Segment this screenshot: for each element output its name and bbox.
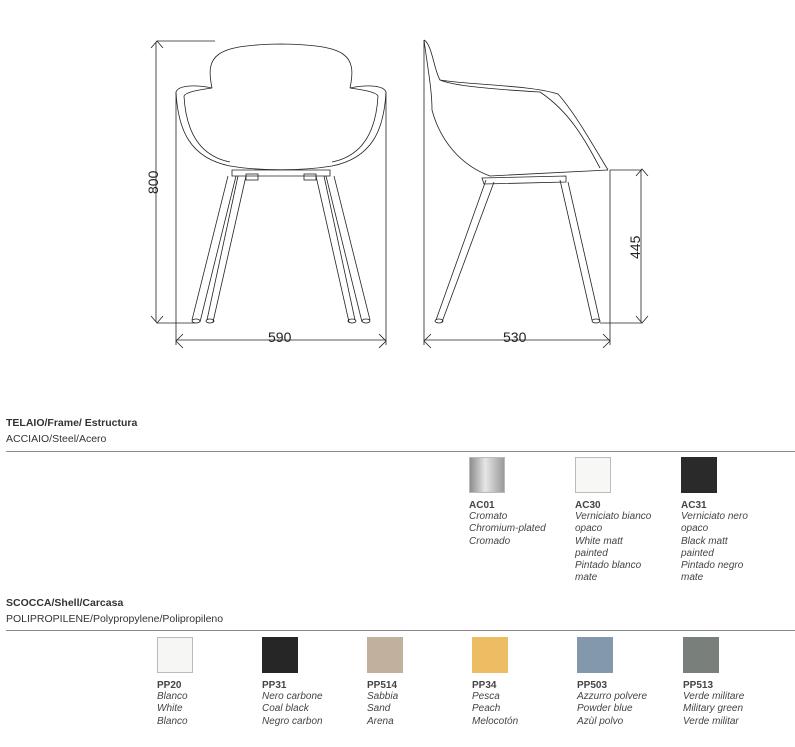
side-view-chair xyxy=(424,40,648,348)
finish-name: Sabbia xyxy=(367,691,399,702)
finish-ac01 xyxy=(469,457,569,548)
finish-name: Verde militare xyxy=(683,691,745,702)
finish-name: Powder blue xyxy=(577,703,633,715)
swatch-ac30 xyxy=(575,457,611,493)
front-view-chair xyxy=(151,41,386,348)
finish-name: painted xyxy=(575,547,608,559)
finish-ac30 xyxy=(575,457,675,585)
swatch-pp31 xyxy=(262,637,298,673)
finish-code: PP503 xyxy=(577,680,608,691)
finish-name: Sand xyxy=(367,703,391,715)
frame-divider xyxy=(6,451,795,452)
finish-name: mate xyxy=(681,572,704,584)
swatch-pp513 xyxy=(683,637,719,673)
finish-name: Blanco xyxy=(157,691,188,702)
swatch-pp503 xyxy=(577,637,613,673)
finish-name: Cromato xyxy=(469,511,508,522)
finish-code: PP31 xyxy=(262,680,287,691)
finish-code: AC31 xyxy=(681,500,707,511)
finish-code: AC30 xyxy=(575,500,601,511)
height-dimension-label: 800 xyxy=(145,170,161,194)
frame-section-title: TELAIO/Frame/ Estructura xyxy=(6,417,138,429)
finish-pp503 xyxy=(577,637,677,728)
finish-name: painted xyxy=(681,547,714,559)
finish-name: White matt xyxy=(575,535,623,547)
finish-name: Verde militar xyxy=(683,715,739,727)
finish-name: Verniciato bianco xyxy=(575,511,652,522)
finish-name: Azzurro polvere xyxy=(577,691,648,702)
finish-name: Blanco xyxy=(157,715,188,727)
shell-section-material: POLIPROPILENE/Polypropylene/Polipropileno xyxy=(6,613,224,625)
swatch-pp514 xyxy=(367,637,403,673)
finish-code: PP513 xyxy=(683,680,714,691)
finish-name: Coal black xyxy=(262,703,309,715)
finish-pp20 xyxy=(157,637,257,728)
finish-name: Peach xyxy=(472,703,501,715)
swatch-ac31 xyxy=(681,457,717,493)
seat-height-dimension-label: 445 xyxy=(627,235,643,259)
finish-name: Nero carbone xyxy=(262,691,323,702)
finish-name: Cromado xyxy=(469,535,511,547)
finish-name: Verniciato nero xyxy=(681,511,748,522)
depth-dimension-label: 530 xyxy=(503,329,527,345)
shell-section-title: SCOCCA/Shell/Carcasa xyxy=(6,597,124,609)
finish-ac31 xyxy=(681,457,781,585)
swatch-pp34 xyxy=(472,637,508,673)
width-dimension-label: 590 xyxy=(268,329,292,345)
finish-name: opaco xyxy=(575,523,603,535)
finish-name: White xyxy=(157,703,183,715)
finish-pp514 xyxy=(367,637,467,728)
finish-code: AC01 xyxy=(469,500,495,511)
finish-name: Black matt xyxy=(681,535,728,547)
swatch-pp20 xyxy=(157,637,193,673)
finish-name: mate xyxy=(575,572,598,584)
finish-name: Arena xyxy=(367,715,394,727)
swatch-ac01 xyxy=(469,457,505,493)
finish-code: PP34 xyxy=(472,680,497,691)
finish-code: PP514 xyxy=(367,680,398,691)
finish-name: Melocotón xyxy=(472,715,519,727)
finish-name: Azùl polvo xyxy=(577,715,624,727)
shell-divider xyxy=(6,630,795,631)
finish-name: Pintado negro xyxy=(681,560,744,572)
finish-name: Negro carbon xyxy=(262,715,323,727)
finish-name: opaco xyxy=(681,523,709,535)
finish-pp31 xyxy=(262,637,362,728)
finish-name: Military green xyxy=(683,703,744,715)
finish-name: Pintado blanco xyxy=(575,560,642,572)
finish-pp513 xyxy=(683,637,783,728)
frame-section-material: ACCIAIO/Steel/Acero xyxy=(6,433,107,445)
finish-name: Pesca xyxy=(472,691,500,702)
chair-technical-drawing xyxy=(0,0,795,360)
finish-pp34 xyxy=(472,637,572,728)
finish-name: Chromium-plated xyxy=(469,523,546,535)
finish-code: PP20 xyxy=(157,680,182,691)
